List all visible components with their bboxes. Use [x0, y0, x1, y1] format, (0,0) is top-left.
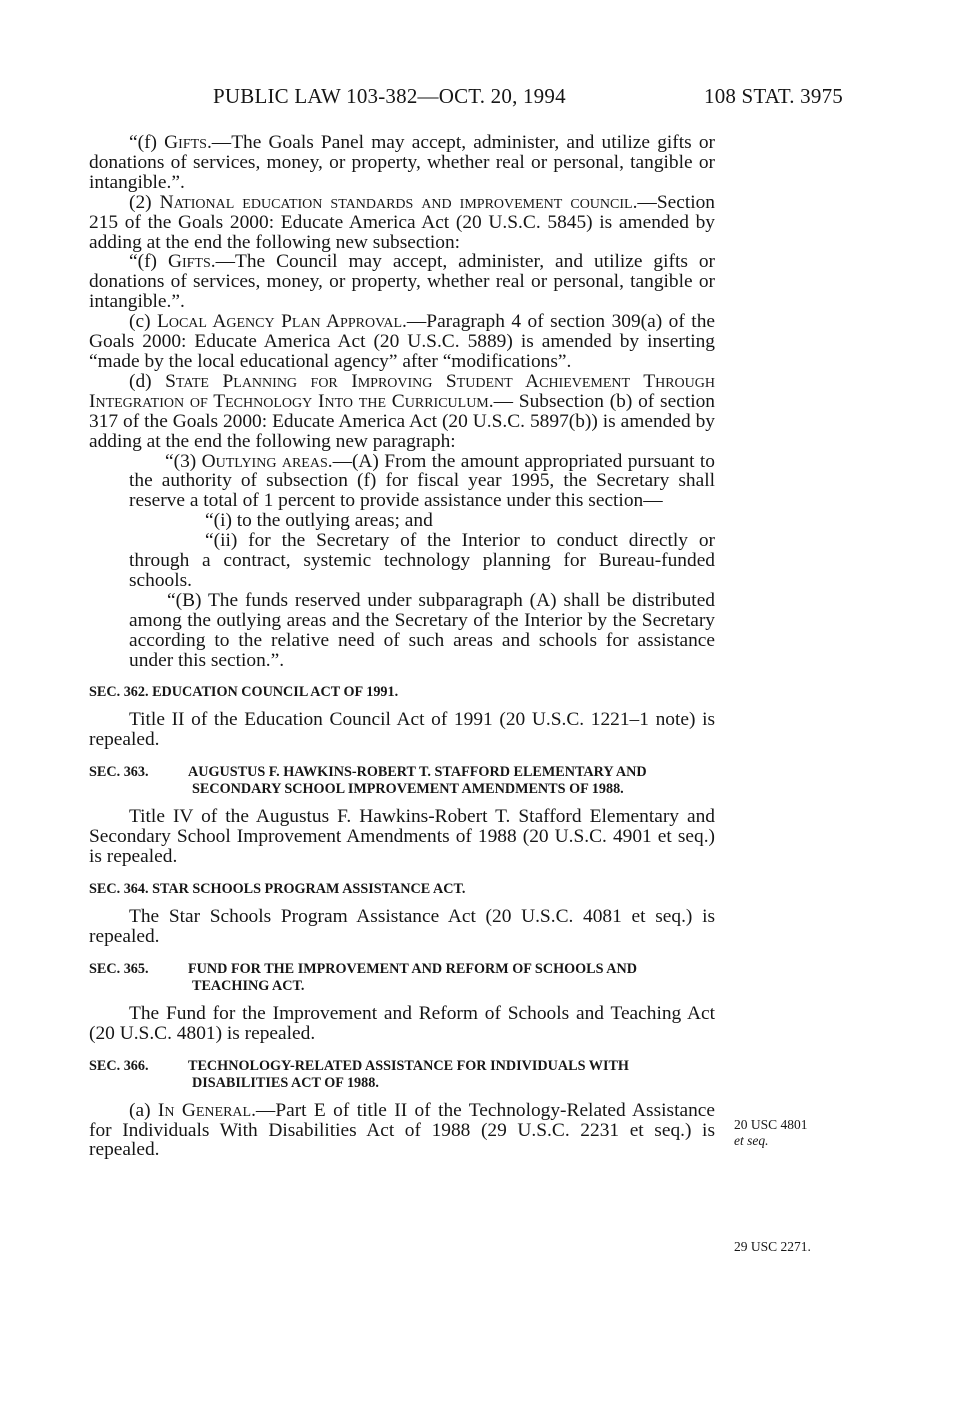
section-heading-365: SEC. 365. FUND FOR THE IMPROVEMENT AND REFORM OF SCHOOLS AND TEACHING ACT. [89, 960, 638, 994]
section-text-365: The Fund for the Improvement and Reform of Schools and Teaching Act (20 U.S.C. 4801) is repealed. [89, 1002, 715, 1044]
paragraph-state-planning: (d) State Planning for Improving Student Achievement Through Integration of Technology Into the Curriculum.— Subsection (b) of section 317 of the Goals 2000: Educate America Act (20 U.S.C. 5897(b)) is amended by adding at the end the following new paragraph: [89, 370, 715, 452]
subsection-caption: Gifts [167, 251, 211, 273]
subsection-caption: State Planning for Improving Student Achievement Through Integration of Technology Into the Curriculum [89, 370, 715, 412]
document-body [89, 133, 715, 1160]
paragraph-outlying-areas: “(3) Outlying areas.—(A) From the amount appropriated pursuant to the authority of subsection (f) for fiscal year 1995, the Secretary shall reserve a total of 1 percent to provide assistance under this section— [129, 450, 715, 512]
subsection-caption: Local Agency Plan Approval [157, 311, 403, 333]
subparagraph-b: “(B) The funds reserved under subparagraph (A) shall be distributed among the outlying areas and the Secretary of the Interior by the Secretary according to the relative need of such areas and schools for assistance under this section.”. [129, 589, 715, 671]
section-text-362: Title II of the Education Council Act of 1991 (20 U.S.C. 1221–1 note) is repealed. [89, 709, 715, 751]
section-heading-362: SEC. 362. EDUCATION COUNCIL ACT OF 1991. [89, 684, 399, 701]
subsection-caption: Outlying areas [201, 450, 328, 472]
section-text-366: (a) In General.—Part E of title II of the Technology-Related Assistance for Individuals With Disabilities Act of 1988 (29 U.S.C. 2231 et seq.) is repealed. [89, 1099, 715, 1161]
subsection-caption: National education standards and improvement council [159, 191, 633, 213]
section-text-363: Title IV of the Augustus F. Hawkins-Robert T. Stafford Elementary and Secondary School Improvement Amendments of 1988 (20 U.S.C. 4901 et seq.) is repealed. [89, 806, 715, 868]
section-text-364: The Star Schools Program Assistance Act (20 U.S.C. 4081 et seq.) is repealed. [89, 906, 715, 947]
clause-i: “(i) to the outlying areas; and [205, 510, 433, 532]
section-heading-366: SEC. 366. TECHNOLOGY-RELATED ASSISTANCE FOR INDIVIDUALS WITH DISABILITIES ACT OF 1988. [89, 1057, 629, 1091]
page-citation: 108 STAT. 3975 [704, 84, 843, 108]
paragraph-gifts-goals-panel: “(f) Gifts.—The Goals Panel may accept, administer, and utilize gifts or donations of services, money, or property, whether real or personal, tangible or intangible.”. [89, 132, 715, 193]
paragraph-gifts-council: “(f) Gifts.—The Council may accept, administer, and utilize gifts or donations of services, money, or property, whether real or personal, tangible or intangible.”. [89, 251, 716, 313]
paragraph-standards-council: (2) National education standards and improvement council.—Section 215 of the Goals 2000: Educate America Act (20 U.S.C. 5845) is amended by adding at the end the following new subsection: [89, 191, 715, 253]
clause-ii: “(ii) for the Secretary of the Interior to conduct directly or through a contract, systemic technology planning for Bureau-funded schools. [129, 530, 715, 591]
paragraph-local-agency-plan: (c) Local Agency Plan Approval.—Paragraph 4 of section 309(a) of the Goals 2000: Educate America Act (20 U.S.C. 5889) is amended by inserting “made by the local educational agency” after “modifications”. [89, 311, 715, 372]
section-heading-363: SEC. 363. AUGUSTUS F. HAWKINS-ROBERT T. STAFFORD ELEMENTARY AND SECONDARY SCHOOL IMPROVEMENT AMENDMENTS OF 1988. [89, 764, 647, 798]
running-header-title: PUBLIC LAW 103-382—OCT. 20, 1994 [213, 84, 566, 108]
subsection-caption: In General [157, 1099, 252, 1121]
margin-note-29-usc-2271: 29 USC 2271. [734, 1239, 811, 1254]
margin-note-20-usc-4801: 20 USC 4801 et seq. [734, 1117, 808, 1148]
section-heading-364: SEC. 364. STAR SCHOOLS PROGRAM ASSISTANCE ACT. [89, 881, 466, 897]
subsection-caption: Gifts [164, 132, 207, 153]
